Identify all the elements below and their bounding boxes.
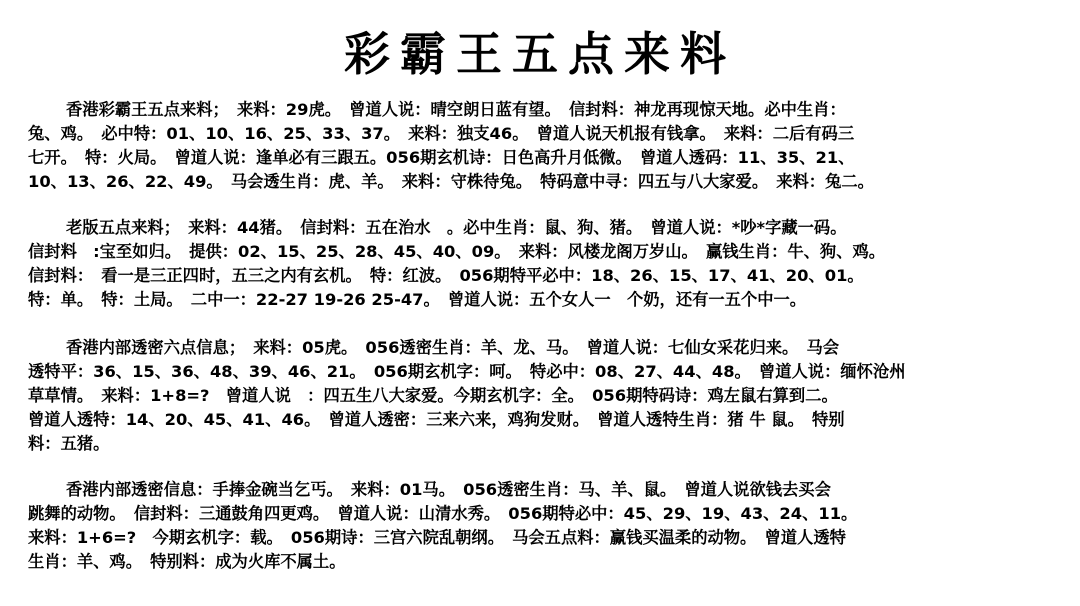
text-line: 兔、鸡。 必中特：01、10、16、25、33、37。 来料：独支46。 曾道人说天机报有钱拿。 来料：二后有码三 [28, 124, 855, 143]
text-line: 香港内部透密六点信息； 来料：05虎。 056透密生肖：羊、龙、马。 曾道人说：七仙女采花归来。 马会 [66, 338, 840, 357]
paragraph-hk-secret-info [28, 478, 1052, 574]
text-line: 透特平：36、15、36、48、39、46、21。 056期玄机字：呵。 特必中：08、27、44、48。 曾道人说：缅怀沧州 [28, 362, 906, 381]
text-line: 老版五点来料； 来料：44猪。 信封料：五在治水 。必中生肖：鼠、狗、猪。 曾道人说：*吵*字藏一码。 [66, 218, 847, 237]
text-line: 跳舞的动物。 信封料：三通鼓角四更鸡。 曾道人说：山清水秀。 056期特必中：45、29、19、43、24、11。 [28, 504, 858, 523]
page-title: 彩霸王五点来料 [344, 27, 736, 81]
text-line: 香港彩霸王五点来料； 来料：29虎。 曾道人说：晴空朗日蓝有望。 信封料：神龙再现惊天地。必中生肖： [66, 100, 846, 119]
paragraph-hk-five-point [28, 98, 1052, 194]
text-line: 信封料： 看一是三正四时，五三之内有玄机。 特：红波。 056期特平必中：18、26、15、17、41、20、01。 [28, 266, 864, 285]
text-line: 料：五猪。 [28, 434, 110, 453]
text-line: 信封料 :宝至如归。 提供：02、15、25、28、45、40、09。 来料：风楼龙阁万岁山。 赢钱生肖：牛、狗、鸡。 [28, 242, 886, 261]
text-line: 特：单。 特：土局。 二中一：22-27 19-26 25-47。 曾道人说：五个女人一 个奶，还有一五个中一。 [28, 290, 807, 309]
text-line: 曾道人透特：14、20、45、41、46。 曾道人透密：三来六来，鸡狗发财。 曾道人透特生肖：猪 牛 鼠。 特别 [28, 410, 845, 429]
text-line: 10、13、26、22、49。 马会透生肖：虎、羊。 来料：守株待兔。 特码意中寻：四五与八大家爱。 来料：兔二。 [28, 172, 874, 191]
paragraph-hk-six-point [28, 336, 1052, 456]
paragraph-old-five-point [28, 216, 1052, 312]
text-line: 来料：1+6=? 今期玄机字：载。 056期诗：三宫六院乱朝纲。 马会五点料：赢钱买温柔的动物。 曾道人透特 [28, 528, 846, 547]
text-line: 生肖：羊、鸡。 特别料：成为火库不属土。 [28, 552, 346, 571]
text-line: 七开。 特：火局。 曾道人说：逢单必有三跟五。056期玄机诗：日色高升月低微。 曾道人透码：11、35、21、 [28, 148, 855, 167]
text-line: 草草情。 来料：1+8=? 曾道人说 ：四五生八大家爱。今期玄机字：全。 056期特码诗：鸡左鼠右算到二。 [28, 386, 838, 405]
text-line: 香港内部透密信息：手捧金碗当乞丐。 来料：01马。 056透密生肖：马、羊、鼠。 曾道人说欲钱去买会 [66, 480, 831, 499]
